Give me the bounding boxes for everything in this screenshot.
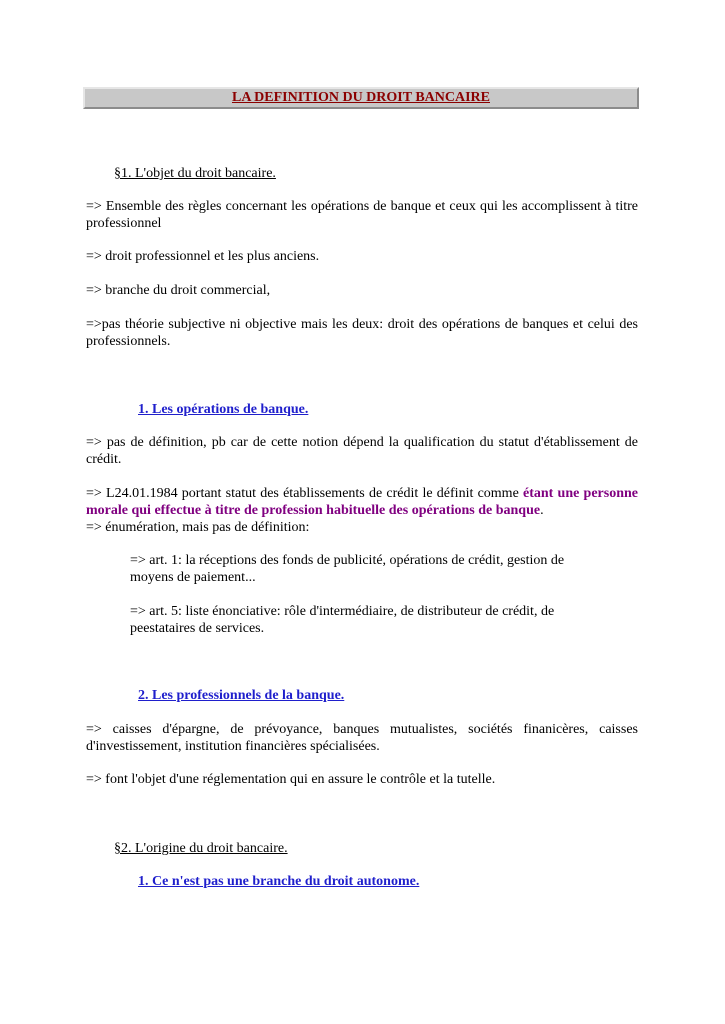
s1-paragraph-2: => droit professionnel et les plus anciens. xyxy=(86,249,320,264)
page-title: LA DEFINITION DU DROIT BANCAIRE xyxy=(231,90,490,105)
autonomy-heading: 1. Ce n'est pas une branche du droit autonome. xyxy=(138,874,420,889)
pros-paragraph-2: => font l'objet d'une réglementation qui en assure le contrôle et la tutelle. xyxy=(86,772,496,787)
ops-p2-after: . xyxy=(540,503,544,518)
ops-p2-before: => L24.01.1984 portant statut des établissements de crédit le définit comme xyxy=(86,486,523,501)
s1-paragraph-3: => branche du droit commercial, xyxy=(86,283,271,298)
ops-p2-line2: => énumération, mais pas de définition: xyxy=(86,520,310,535)
title-banner xyxy=(83,87,639,109)
ops-paragraph-1: => pas de définition, pb car de cette notion dépend la qualification du statut d'établissement de crédit. xyxy=(86,435,638,467)
s1-paragraph-4: =>pas théorie subjective ni objective mais les deux: droit des opérations de banques et celui des professionnels. xyxy=(86,317,638,349)
operations-heading: 1. Les opérations de banque. xyxy=(138,402,309,417)
ops-p2-highlight: étant une personne morale qui effectue à titre de profession habituelle des opérations de banque xyxy=(86,486,638,518)
s1-paragraph-1: => Ensemble des règles concernant les opérations de banque et ceux qui les accomplissent à titre professionnel xyxy=(86,199,638,231)
section-2-heading: §2. L'origine du droit bancaire. xyxy=(114,841,288,856)
pros-paragraph-1: => caisses d'épargne, de prévoyance, banques mutualistes, sociétés finanicères, caisses d'investissement, institution financières spécialisées. xyxy=(86,722,638,754)
professionals-heading: 2. Les professionnels de la banque. xyxy=(138,688,345,703)
art-5-item: => art. 5: liste énonciative: rôle d'intermédiaire, de distributeur de crédit, de peestataires de services. xyxy=(130,604,555,636)
ops-paragraph-2 xyxy=(86,485,638,536)
section-1-heading: §1. L'objet du droit bancaire. xyxy=(114,166,276,181)
art-1-item: => art. 1: la réceptions des fonds de publicité, opérations de crédit, gestion de moyens de paiement... xyxy=(130,553,565,585)
